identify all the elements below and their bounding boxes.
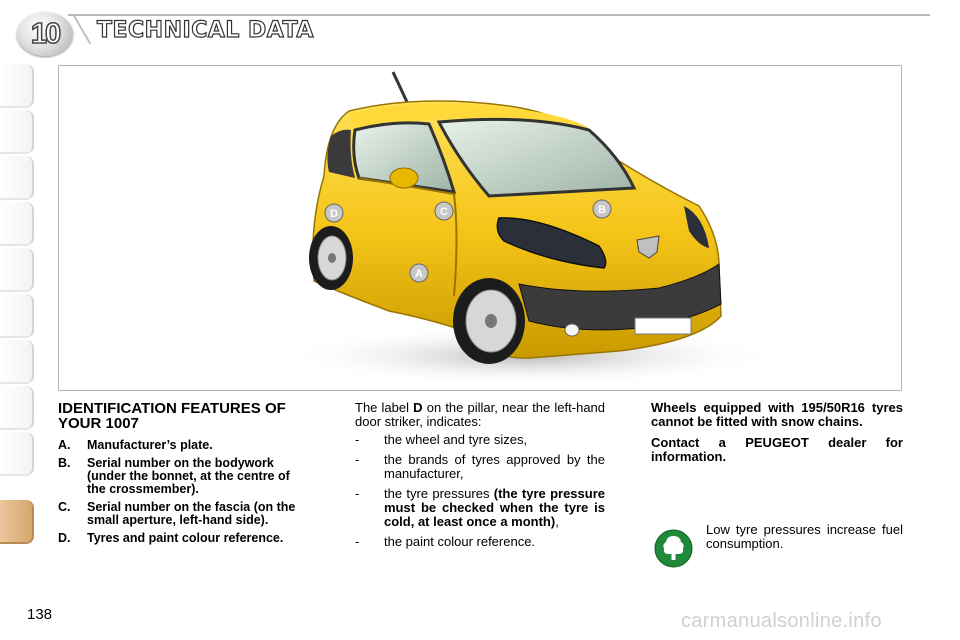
callout-d-label: D: [330, 208, 338, 220]
list-item-text: Manufacturer’s plate.: [87, 438, 213, 452]
callout-a: [410, 264, 428, 282]
callout-c: [435, 202, 453, 220]
identification-section: [58, 401, 298, 550]
list-item: [58, 501, 298, 527]
label-d-section: [355, 401, 605, 555]
fog-light: [565, 324, 579, 336]
callout-d: [325, 204, 343, 222]
chapter-tab-1[interactable]: [0, 64, 34, 108]
list-item-text: [384, 486, 605, 529]
list-item-text: the wheel and tyre sizes,: [384, 432, 528, 447]
section-title: IDENTIFICATION FEATURES OF YOUR 1007: [58, 400, 286, 432]
list-item: [355, 535, 605, 549]
list-item: [355, 453, 605, 481]
callout-b: [593, 200, 611, 218]
list-item-text: Serial number on the bodywork (under the bonnet, at the centre of the crossmember).: [87, 456, 290, 496]
antenna: [393, 72, 407, 102]
watermark: carmanualsonline.info: [681, 610, 882, 632]
eco-note-text: Low tyre pressures increase fuel consumption.: [706, 522, 903, 551]
chapter-badge: 10: [17, 12, 73, 56]
list-item: [58, 439, 298, 452]
list-item-text: the paint colour reference.: [384, 534, 536, 549]
front-wheel: [453, 278, 525, 364]
chapter-tab-9[interactable]: [0, 432, 34, 476]
list-item-text: Tyres and paint colour reference.: [87, 531, 284, 545]
list-item: [355, 487, 605, 529]
dash-bullet: -: [355, 486, 360, 501]
page-number: 138: [27, 606, 53, 623]
intro-letter: D: [413, 400, 423, 415]
list-item-text-bold: (the tyre pressure must be checked when the tyre is cold, at least once a month): [384, 486, 605, 529]
list-item-text: Serial number on the fascia (on the small aperture, left-hand side).: [87, 500, 296, 527]
list-item-letter: C.: [58, 500, 71, 514]
list-item-letter: B.: [58, 456, 71, 470]
car-illustration-frame: [58, 65, 902, 391]
callout-b-label: B: [598, 204, 606, 216]
wing-mirror: [390, 168, 418, 188]
intro-text: The label: [355, 400, 414, 415]
dash-bullet: -: [355, 534, 360, 549]
identification-list: [58, 439, 298, 545]
car-illustration: [59, 66, 902, 391]
chapter-tab-2[interactable]: [0, 110, 34, 154]
list-item: [58, 532, 298, 545]
chapter-tab-7[interactable]: [0, 340, 34, 384]
number-plate: [635, 318, 691, 334]
dash-bullet: -: [355, 432, 360, 447]
chapter-tab-6[interactable]: [0, 294, 34, 338]
list-item-letter: D.: [58, 531, 71, 545]
chapter-tab-5[interactable]: [0, 248, 34, 292]
label-d-intro: [355, 401, 605, 429]
chapter-tab-4[interactable]: [0, 202, 34, 246]
chapter-tabs: [0, 64, 36, 584]
warnings-section: [651, 401, 903, 471]
chapter-tab-8[interactable]: [0, 386, 34, 430]
list-item: [355, 433, 605, 447]
dash-bullet: -: [355, 452, 360, 467]
intro-text-rest: on the pillar, near the left-hand door striker, indicates:: [355, 400, 606, 429]
dealer-note: Contact a PEUGEOT dealer for information.: [651, 435, 903, 464]
chapter-tab-10-active[interactable]: [0, 500, 34, 544]
chapter-tab-3[interactable]: [0, 156, 34, 200]
tree-icon: [654, 529, 693, 568]
list-item-text: the brands of tyres approved by the manufacturer,: [384, 452, 605, 481]
callout-c-label: C: [440, 206, 448, 218]
callout-a-label: A: [415, 268, 423, 280]
list-item-text-pre: the tyre pressures: [384, 486, 494, 501]
label-d-list: [355, 433, 605, 549]
page-title: TECHNICAL DATA: [97, 18, 314, 43]
rear-wheel: [309, 226, 353, 290]
list-item-letter: A.: [58, 438, 71, 452]
list-item: [58, 457, 298, 496]
snow-chains-warning: Wheels equipped with 195/50R16 tyres cannot be fitted with snow chains.: [651, 400, 903, 429]
list-item-text-post: ,: [555, 514, 559, 529]
